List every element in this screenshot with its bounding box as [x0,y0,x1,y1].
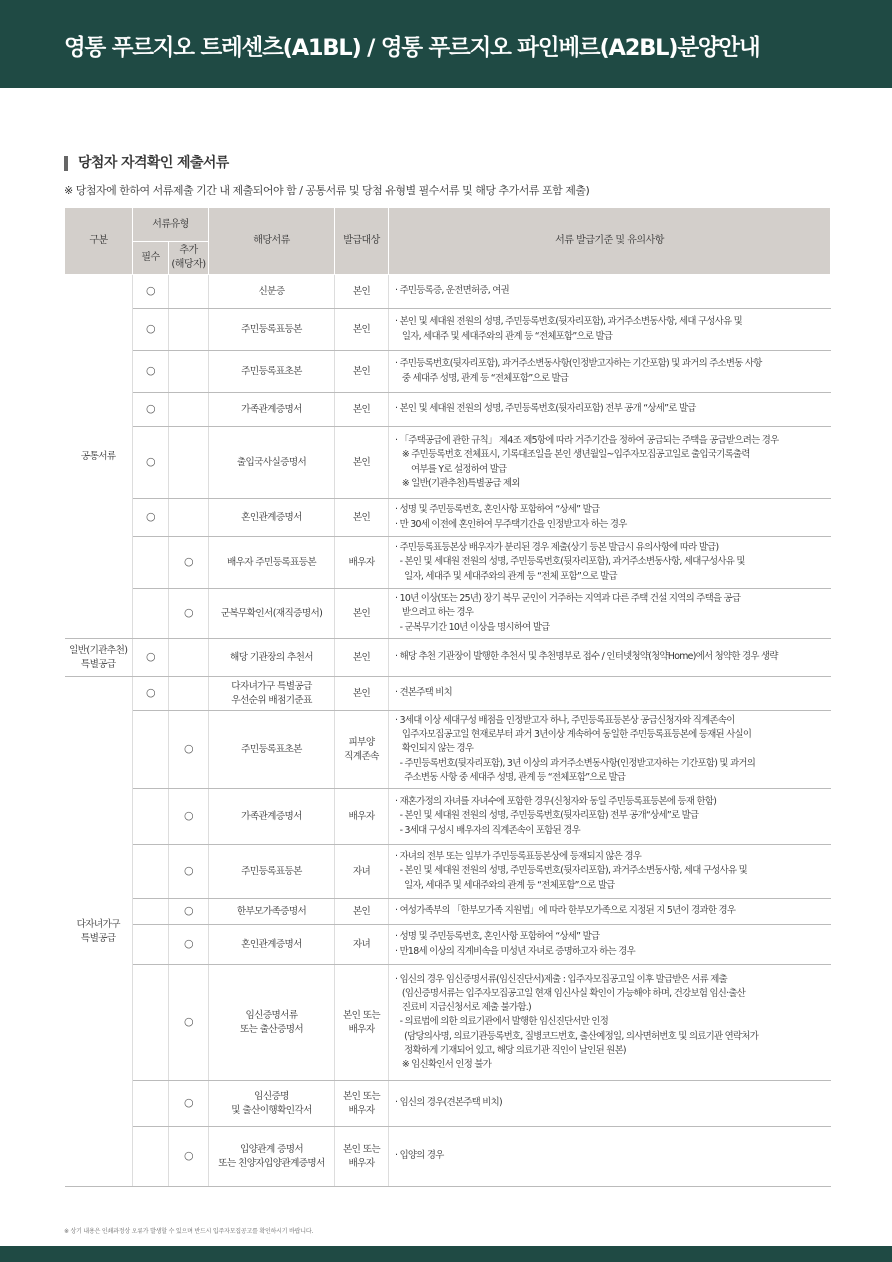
target-cell: 본인 또는 배우자 [335,1081,389,1127]
section-title: 당첨자 자격확인 제출서류 [64,156,229,171]
circle-mark-icon: ○ [146,402,155,415]
criteria-line: · 만18세 이상의 직계비속을 미성년 자녀로 증명하고자 하는 경우 [395,945,635,957]
criteria-line: 일자, 세대주 및 세대주와의 관계 등 “전체포함”으로 발급 [395,330,613,342]
document-cell: 출입국사실증명서 [209,427,335,499]
target-cell: 자녀 [335,925,389,965]
document-cell: 주민등록표초본 [209,351,335,393]
criteria-line: 중 세대주 성명, 관계 등 “전체포함”으로 발급 [395,372,569,384]
criteria-cell [389,789,831,845]
document-cell: 군복무확인서(재직증명서) [209,589,335,639]
target-cell: 피부양 직계존속 [335,711,389,789]
required-cell [133,677,169,711]
circle-mark-icon: ○ [184,606,193,619]
footer-note: ※ 상기 내용은 인쇄과정상 오류가 발생할 수 있으며 반드시 입주자모집공고를 확인하시기 바랍니다. [64,1228,314,1235]
criteria-cell [389,393,831,427]
required-cell [133,499,169,537]
criteria-line: · 견본주택 비치 [395,687,452,699]
additional-cell [169,427,209,499]
target-cell: 본인 [335,351,389,393]
documents-table [64,207,831,1187]
target-cell: 본인 [335,427,389,499]
required-cell [133,309,169,351]
target-cell: 본인 [335,899,389,925]
table-row [65,537,831,589]
criteria-line: 정확하게 기재되어 있고, 해당 의료기관 직인이 날인된 원본) [395,1044,626,1056]
document-cell: 다자녀가구 특별공급 우선순위 배점기준표 [209,677,335,711]
circle-mark-icon: ○ [184,809,193,823]
circle-mark-icon: ○ [146,650,155,663]
circle-mark-icon: ○ [184,904,193,918]
criteria-cell [389,499,831,537]
table-row [65,589,831,639]
additional-cell [169,925,209,965]
required-cell [133,351,169,393]
page-title: 영통 푸르지오 트레센츠(A1BL) / 영통 푸르지오 파인베르(A2BL)분양안내 [64,35,760,61]
required-cell [133,427,169,499]
criteria-line: - 주민등록번호(뒷자리포함), 3년 이상의 과거주소변동사항(인정받고자하는 기간포함) 및 과거의 [395,757,756,769]
required-cell [133,275,169,309]
required-cell [133,899,169,925]
required-cell [133,393,169,427]
additional-cell [169,1127,209,1187]
criteria-line: (임신증명서류는 입주자모집공고일 현재 임신사실 확인이 가능해야 하며, 건강보험 임신·출산 [395,988,746,999]
table-row [65,309,831,351]
table-row [65,427,831,499]
criteria-cell [389,309,831,351]
additional-cell [169,677,209,711]
criteria-cell [389,925,831,965]
criteria-cell [389,1127,831,1187]
table-row [65,965,831,1081]
table-row [65,899,831,925]
required-cell [133,639,169,677]
header-document: 해당서류 [209,208,335,275]
document-cell: 신분증 [209,275,335,309]
criteria-cell [389,965,831,1081]
circle-mark-icon: ○ [146,510,155,523]
document-cell: 한부모가족증명서 [209,899,335,925]
criteria-line: · 여성가족부의 「한부모가족 지원법」에 따라 한부모가족으로 지정된 지 5년이 경과한 경우 [395,905,736,917]
additional-cell [169,537,209,589]
header-doc-type: 서류유형 [133,208,209,242]
criteria-line: · 3세대 이상 세대구성 배점을 인정받고자 하나, 주민등록표등본상 공급신청자와 직계존속이 [395,715,735,726]
criteria-line: · 임신의 경우(견본주택 비치) [395,1097,502,1109]
criteria-cell [389,589,831,639]
circle-mark-icon: ○ [184,937,193,951]
circle-mark-icon: ○ [184,864,193,878]
table-row [65,677,831,711]
document-cell: 혼인관계증명서 [209,499,335,537]
criteria-line: · 10년 이상(또는 25년) 장기 복무 군인이 거주하는 지역과 다른 주택 건설 지역의 주택을 공급 [395,593,741,605]
criteria-line: · 「주택공급에 관한 규칙」 제4조 제5항에 따라 거주기간을 정하여 공급되는 주택을 공급받으려는 경우 [395,435,779,447]
criteria-line: - 의료법에 의한 의료기관에서 발행한 임신진단서만 인정 [395,1016,609,1028]
table-row [65,925,831,965]
document-cell: 주민등록표초본 [209,711,335,789]
circle-mark-icon: ○ [184,742,193,755]
category-cell: 공통서류 [65,275,133,639]
table-row [65,639,831,677]
document-cell: 임신증명 및 출산이행확인각서 [209,1081,335,1127]
header-additional: 추가 (해당자) [169,242,209,275]
criteria-line: · 주민등록증, 운전면허증, 여권 [395,285,509,297]
required-cell [133,1127,169,1187]
required-cell [133,537,169,589]
target-cell: 자녀 [335,845,389,899]
target-cell: 배우자 [335,537,389,589]
circle-mark-icon: ○ [146,284,155,297]
criteria-line: 입주자모집공고일 현재로부터 과거 3년이상 계속하여 동일한 주민등록표등본에 등재된 사실이 [395,729,752,741]
additional-cell [169,639,209,677]
table-row [65,351,831,393]
additional-cell [169,845,209,899]
header-bar [0,0,892,88]
header-target: 발급대상 [335,208,389,275]
criteria-line: · 본인 및 세대원 전원의 성명, 주민등록번호(뒷자리포함), 과거주소변동사항, 세대 구성사유 및 [395,316,743,328]
criteria-cell [389,677,831,711]
target-cell: 본인 [335,275,389,309]
criteria-line: - 본인 및 세대원 전원의 성명, 주민등록번호(뒷자리포함), 과거주소변동사항, 세대 구성사유 및 [395,865,748,877]
criteria-line: 주소변동 사항 중 세대주 성명, 관계 등 “전체포함”으로 발급 [395,771,626,783]
document-cell: 주민등록표등본 [209,845,335,899]
criteria-cell [389,275,831,309]
document-cell: 해당 기관장의 추천서 [209,639,335,677]
circle-mark-icon: ○ [184,1149,193,1163]
additional-cell [169,589,209,639]
required-cell [133,711,169,789]
criteria-line: · 주민등록번호(뒷자리포함), 과거주소변동사항(인정받고자하는 기간포함) 및 과거의 주소변동 사항 [395,358,762,370]
circle-mark-icon: ○ [146,364,155,377]
criteria-line: - 본인 및 세대원 전원의 성명, 주민등록번호(뒷자리포함) 전부 공개“상세”로 발급 [395,810,699,822]
criteria-line: 확인되지 않는 경우 [395,743,474,755]
target-cell: 본인 [335,639,389,677]
criteria-line: · 임신의 경우 임신증명서류(임신진단서)제출 : 입주자모집공고일 이후 발급받은 서류 제출 [395,973,728,985]
criteria-line: ※ 일반(기관추천)특별공급 제외 [395,477,520,489]
criteria-line: · 본인 및 세대원 전원의 성명, 주민등록번호(뒷자리포함) 전부 공개 “상세”로 발급 [395,403,696,415]
criteria-line: · 주민등록표등본상 배우자가 분리된 경우 제출(상기 등본 발급시 유의사항에 따라 발급) [395,542,719,554]
document-cell: 주민등록표등본 [209,309,335,351]
document-cell: 가족관계증명서 [209,393,335,427]
document-cell: 임신증명서류 또는 출산증명서 [209,965,335,1081]
table-row [65,789,831,845]
criteria-line: · 만 30세 이전에 혼인하여 무주택기간을 인정받고자 하는 경우 [395,518,627,530]
section-note: ※ 당첨자에 한하여 서류제출 기간 내 제출되어야 함 / 공통서류 및 당첨 유형별 필수서류 및 해당 추가서류 포함 제출) [64,184,590,197]
target-cell: 본인 또는 배우자 [335,965,389,1081]
target-cell: 배우자 [335,789,389,845]
criteria-line: - 3세대 구성시 배우자의 직계존속이 포함된 경우 [395,824,580,836]
additional-cell [169,499,209,537]
circle-mark-icon: ○ [184,1015,193,1029]
circle-mark-icon: ○ [146,322,155,335]
criteria-cell [389,639,831,677]
additional-cell [169,711,209,789]
criteria-line: ※ 임신확인서 인정 불가 [395,1059,492,1071]
criteria-line: 여부를 Y로 설정하여 발급 [395,463,507,475]
criteria-line: · 입양의 경우 [395,1150,444,1162]
criteria-cell [389,537,831,589]
circle-mark-icon: ○ [146,455,155,468]
criteria-cell [389,427,831,499]
required-cell [133,925,169,965]
criteria-line: · 해당 추천 기관장이 발행한 추천서 및 추천명부로 접수 / 인터넷청약(청약Home)에서 청약한 경우 생략 [395,651,778,663]
criteria-cell [389,1081,831,1127]
target-cell: 본인 또는 배우자 [335,1127,389,1187]
criteria-line: 받으려고 하는 경우 [395,607,474,619]
criteria-line: · 자녀의 전부 또는 일부가 주민등록표등본상에 등재되지 않은 경우 [395,851,642,863]
table-row [65,275,831,309]
criteria-line: - 군복무기간 10년 이상을 명시하여 발급 [395,621,550,633]
criteria-line: · 성명 및 주민등록번호, 혼인사항 포함하여 “상세” 발급 [395,504,600,516]
criteria-cell [389,899,831,925]
document-cell: 혼인관계증명서 [209,925,335,965]
table-row [65,1081,831,1127]
criteria-line: 진료비 지급신청서로 제출 불가함.) [395,1002,531,1014]
criteria-cell [389,711,831,789]
target-cell: 본인 [335,499,389,537]
category-cell: 다자녀가구 특별공급 [65,677,133,1187]
header-category: 구분 [65,208,133,275]
footer-bar [0,1246,892,1262]
table-row [65,845,831,899]
additional-cell [169,351,209,393]
criteria-cell [389,351,831,393]
header-criteria: 서류 발급기준 및 유의사항 [389,208,831,275]
additional-cell [169,309,209,351]
table-row [65,711,831,789]
additional-cell [169,275,209,309]
required-cell [133,589,169,639]
criteria-line: 일자, 세대주 및 세대주와의 관계 등 “전체 포함”으로 발급 [395,570,617,582]
document-cell: 배우자 주민등록표등본 [209,537,335,589]
criteria-line: (담당의사명, 의료기관등록번호, 질병코드번호, 출산예정일, 의사면허번호 및 의료기관 연락처가 [395,1030,759,1042]
table-row [65,1127,831,1187]
table-row [65,393,831,427]
criteria-line: - 본인 및 세대원 전원의 성명, 주민등록번호(뒷자리포함), 과거주소변동사항, 세대구성사유 및 [395,556,745,568]
circle-mark-icon: ○ [184,555,193,568]
required-cell [133,845,169,899]
circle-mark-icon: ○ [146,686,155,699]
document-cell: 입양관계 증명서 또는 친양자입양관계증명서 [209,1127,335,1187]
circle-mark-icon: ○ [184,1096,193,1110]
additional-cell [169,1081,209,1127]
additional-cell [169,393,209,427]
criteria-line: 일자, 세대주 및 세대주와의 관계 등 “전체포함”으로 발급 [395,879,615,891]
criteria-line: ※ 주민등록번호 전체표시, 기록대조일을 본인 생년월일~입주자모집공고일로 출입국기록출력 [395,449,750,461]
header-required: 필수 [133,242,169,275]
table-row [65,499,831,537]
criteria-cell [389,845,831,899]
required-cell [133,1081,169,1127]
target-cell: 본인 [335,309,389,351]
document-cell: 가족관계증명서 [209,789,335,845]
target-cell: 본인 [335,677,389,711]
category-cell: 일반(기관추천) 특별공급 [65,639,133,677]
additional-cell [169,965,209,1081]
required-cell [133,965,169,1081]
criteria-line: · 재혼가정의 자녀를 자녀수에 포함한 경우(신청자와 동일 주민등록표등본에 등재 한함) [395,796,717,808]
required-cell [133,789,169,845]
additional-cell [169,899,209,925]
target-cell: 본인 [335,589,389,639]
criteria-line: · 성명 및 주민등록번호, 혼인사항 포함하여 “상세” 발급 [395,931,600,943]
additional-cell [169,789,209,845]
target-cell: 본인 [335,393,389,427]
